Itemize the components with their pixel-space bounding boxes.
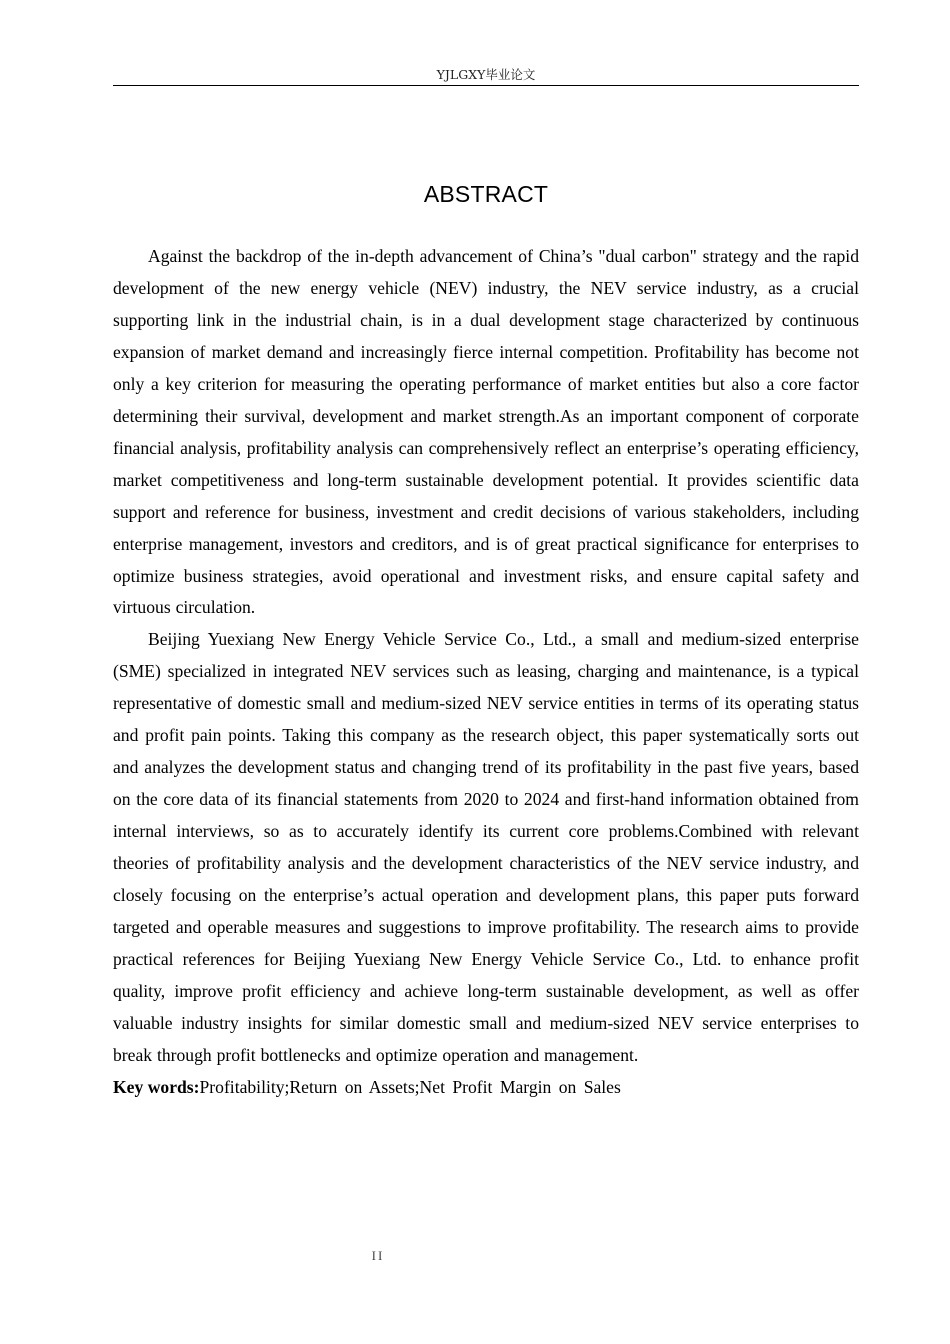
- abstract-paragraph-1: Against the backdrop of the in-depth advancement of China’s "dual carbon" strategy and the rapid development of the new energy vehicle (NEV) industry, the NEV service industry, as a crucial supporting link in the industrial chain, is in a dual development stage characterized by continuous expansion of market demand and increasingly fierce internal competition. Profitability has become not only a key criterion for measuring the operating performance of market entities but also a core factor determining their survival, development and market strength.As an important component of corporate financial analysis, profitability analysis can comprehensively reflect an enterprise’s operating efficiency, market competitiveness and long-term sustainable development potential. It provides scientific data support and reference for business, investment and credit decisions of various stakeholders, including enterprise management, investors and creditors, and is of great practical significance for enterprises to optimize business strategies, avoid operational and investment risks, and ensure capital safety and virtuous circulation.: [113, 246, 859, 618]
- keywords-text: Profitability;Return on Assets;Net Profit Margin on Sales: [199, 1076, 621, 1097]
- abstract-title: ABSTRACT: [423, 181, 549, 207]
- abstract-body: [113, 241, 859, 1104]
- page-number: II: [371, 1248, 385, 1263]
- keywords-label: Key words:: [113, 1076, 200, 1097]
- running-header: YJLGXY毕业论文: [436, 67, 536, 82]
- keywords-line: [113, 1072, 859, 1104]
- abstract-paragraph-2: Beijing Yuexiang New Energy Vehicle Service Co., Ltd., a small and medium-sized enterprise (SME) specialized in integrated NEV services such as leasing, charging and maintenance, is a typical representative of domestic small and medium-sized NEV service entities in terms of its operating status and profit pain points. Taking this company as the research object, this paper systematically sorts out and analyzes the development status and changing trend of its profitability in the past five years, based on the core data of its financial statements from 2020 to 2024 and first-hand information obtained from internal interviews, so as to accurately identify its current core problems.Combined with relevant theories of profitability analysis and the development characteristics of the NEV service industry, and closely focusing on the enterprise’s actual operation and development plans, this paper puts forward targeted and operable measures and suggestions to improve profitability. The research aims to provide practical references for Beijing Yuexiang New Energy Vehicle Service Co., Ltd. to enhance profit quality, improve profit efficiency and achieve long-term sustainable development, as well as offer valuable industry insights for similar domestic small and medium-sized NEV service enterprises to break through profit bottlenecks and optimize operation and management.: [113, 629, 859, 1065]
- header-rule: [113, 85, 859, 86]
